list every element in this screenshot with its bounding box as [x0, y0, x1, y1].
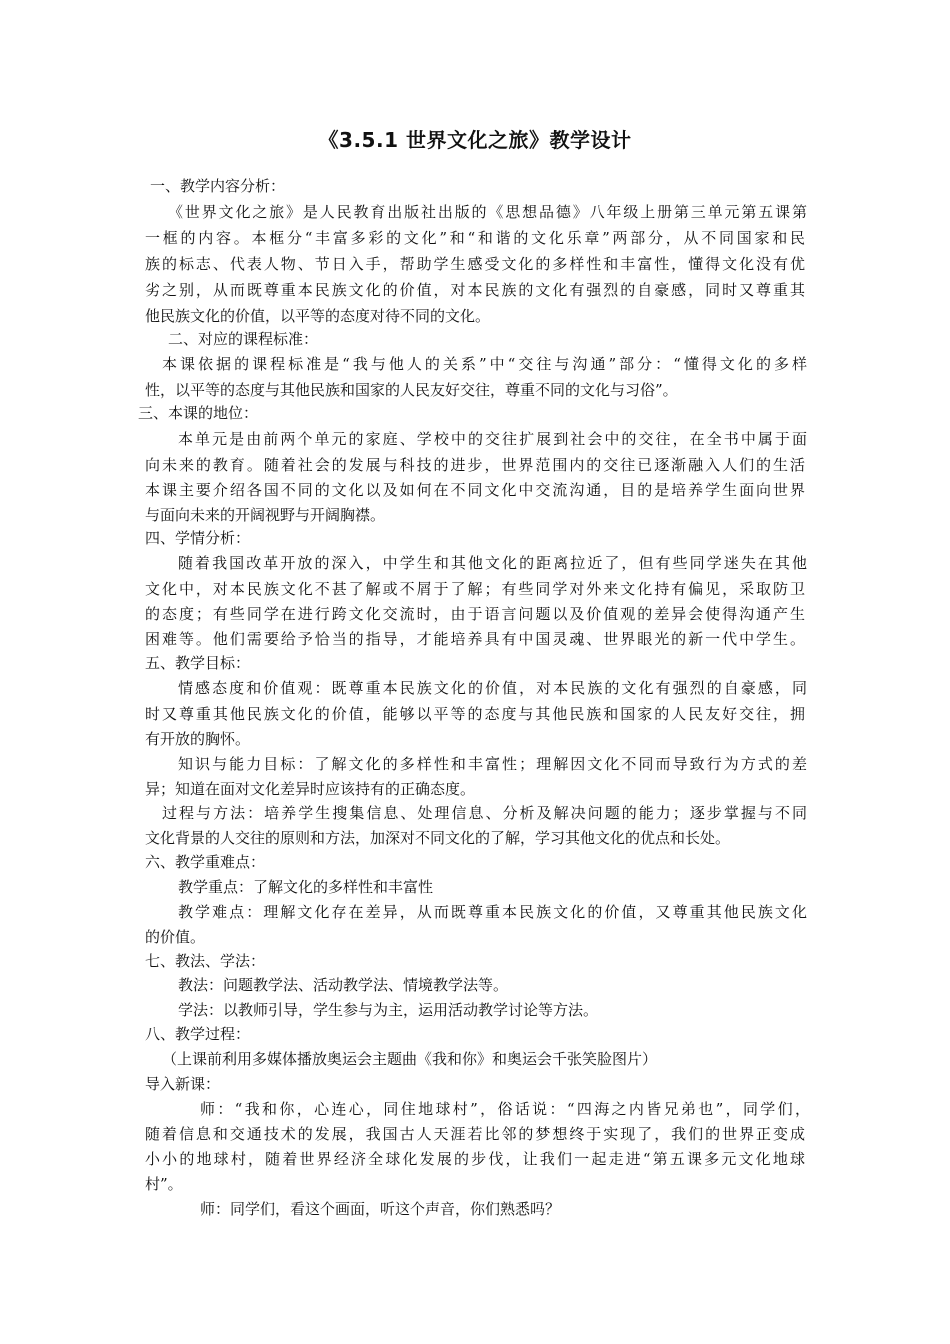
paragraph-line: 教学难点：理解文化存在差异，从而既尊重本民族文化的价值，又尊重其他民族文化	[178, 903, 807, 921]
section-heading-key-difficult-points: 六、教学重难点：	[145, 853, 266, 871]
section-heading-methods: 七、教法、学法：	[145, 952, 266, 970]
paragraph-line: 一框的内容。本框分“丰富多彩的文化”和“和谐的文化乐章”两部分，从不同国家和民	[145, 229, 805, 247]
paragraph-line: 向未来的教育。随着社会的发展与科技的进步，世界范围内的交往已逐渐融入人们的生活	[145, 456, 805, 474]
document-title: 《3.5.1 世界文化之旅》教学设计	[318, 128, 632, 152]
paragraph-line: （上课前利用多媒体播放奥运会主题曲《我和你》和奥运会千张笑脸图片）	[162, 1050, 658, 1068]
paragraph-line: 的价值。	[145, 928, 206, 946]
paragraph-line: 《世界文化之旅》是人民教育出版社出版的《思想品德》八年级上册第三单元第五课第	[168, 203, 807, 221]
paragraph-line: 知识与能力目标：了解文化的多样性和丰富性；理解因文化不同而导致行为方式的差	[178, 755, 807, 773]
paragraph-line: 与面向未来的开阔视野与开阔胸襟。	[145, 506, 386, 524]
paragraph-line: 本单元是由前两个单元的家庭、学校中的交往扩展到社会中的交往，在全书中属于面	[178, 430, 807, 448]
paragraph-line: 族的标志、代表人物、节日入手，帮助学生感受文化的多样性和丰富性，懂得文化没有优	[145, 255, 805, 273]
paragraph-line: 教法：问题教学法、活动教学法、情境教学法等。	[178, 976, 509, 994]
paragraph-line: 小小的地球村，随着世界经济全球化发展的步伐，让我们一起走进“第五课多元文化地球	[145, 1150, 805, 1168]
paragraph-line: 师：“我和你，心连心，同住地球村”，俗话说：“四海之内皆兄弟也”，同学们，	[200, 1100, 810, 1118]
section-heading-teaching-process: 八、教学过程：	[145, 1025, 251, 1043]
section-heading-student-analysis: 四、学情分析：	[145, 529, 251, 547]
section-heading-lesson-position: 三、本课的地位：	[138, 404, 259, 422]
section-heading-content-analysis: 一、教学内容分析：	[150, 177, 286, 195]
paragraph-line: 时又尊重其他民族文化的价值，能够以平等的态度与其他民族和国家的人民友好交往，拥	[145, 705, 805, 723]
section-heading-teaching-goals: 五、教学目标：	[145, 654, 251, 672]
paragraph-line: 的态度；有些同学在进行跨文化交流时，由于语言问题以及价值观的差异会使得沟通产生	[145, 605, 805, 623]
paragraph-line: 本课主要介绍各国不同的文化以及如何在不同文化中交流沟通，目的是培养学生面向世界	[145, 481, 805, 499]
paragraph-line: 文化背景的人交往的原则和方法，加深对不同文化的了解，学习其他文化的优点和长处。	[145, 829, 731, 847]
paragraph-line: 文化中，对本民族文化不甚了解或不屑于了解；有些同学对外来文化持有偏见，采取防卫	[145, 580, 805, 598]
paragraph-line: 过程与方法：培养学生搜集信息、处理信息、分析及解决问题的能力；逐步掌握与不同	[162, 804, 807, 822]
paragraph-line: 性，以平等的态度与其他民族和国家的人民友好交往，尊重不同的文化与习俗”。	[145, 381, 678, 399]
paragraph-line: 教学重点：了解文化的多样性和丰富性	[178, 878, 434, 896]
paragraph-line: 情感态度和价值观：既尊重本民族文化的价值，对本民族的文化有强烈的自豪感，同	[178, 679, 807, 697]
section-heading-curriculum-standard: 二、对应的课程标准：	[168, 330, 319, 348]
paragraph-line: 本课依据的课程标准是“我与他人的关系”中“交往与沟通”部分：“懂得文化的多样	[162, 355, 807, 373]
paragraph-line: 有开放的胸怀。	[145, 730, 251, 748]
paragraph-line: 困难等。他们需要给予恰当的指导，才能培养具有中国灵魂、世界眼光的新一代中学生。	[145, 630, 805, 648]
paragraph-line: 导入新课：	[145, 1075, 221, 1093]
paragraph-line: 随着信息和交通技术的发展，我国古人天涯若比邻的梦想终于实现了，我们的世界正变成	[145, 1125, 805, 1143]
paragraph-line: 异；知道在面对文化差异时应该持有的正确态度。	[145, 780, 476, 798]
paragraph-line: 师：同学们，看这个画面，听这个声音，你们熟悉吗？	[200, 1200, 561, 1218]
paragraph-line: 他民族文化的价值，以平等的态度对待不同的文化。	[145, 307, 491, 325]
paragraph-line: 随着我国改革开放的深入，中学生和其他文化的距离拉近了，但有些同学迷失在其他	[178, 554, 807, 572]
paragraph-line: 学法：以教师引导，学生参与为主，运用活动教学讨论等方法。	[178, 1001, 599, 1019]
paragraph-line: 劣之别，从而既尊重本民族文化的价值，对本民族的文化有强烈的自豪感，同时又尊重其	[145, 281, 805, 299]
paragraph-line: 村”。	[145, 1175, 183, 1193]
